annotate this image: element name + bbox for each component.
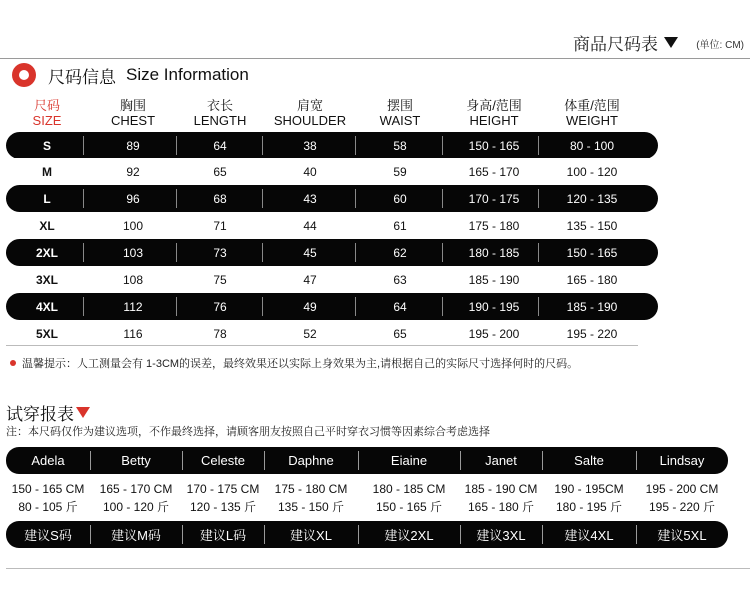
model-names-bar — [6, 447, 728, 474]
tip-note: 温馨提示：人工测量会有 1-3CM的误差，最终效果还以实际上身效果为主,请根据自己的实际尺寸选择何时的尺码。 — [10, 355, 578, 371]
size-section-heading: 尺码信息 Size Information — [12, 62, 249, 88]
table-cell: 180 - 185 — [468, 245, 520, 260]
table-cell: 64 — [393, 299, 407, 314]
triangle-down-icon — [76, 407, 90, 418]
column-header: 衣长 LENGTH — [193, 98, 247, 128]
height-range: 175 - 180 CM — [274, 482, 348, 496]
table-cell: 170 - 175 — [468, 191, 520, 206]
weight-range: 165 - 180 斤 — [467, 500, 535, 514]
footer-divider — [6, 568, 750, 569]
column-header: 体重/范围 WEIGHT — [564, 98, 620, 128]
table-divider — [6, 345, 638, 346]
model-measurement — [182, 480, 264, 516]
table-cell: 80 - 100 — [569, 138, 615, 153]
table-cell: 116 — [123, 326, 143, 341]
height-range: 165 - 170 CM — [99, 482, 173, 496]
table-cell: 190 - 195 — [468, 299, 520, 314]
size-label: S — [42, 138, 51, 153]
size-label: 5XL — [35, 326, 58, 341]
table-cell: 78 — [213, 326, 227, 341]
try-on-heading: 试穿报表 — [6, 400, 90, 425]
table-cell: 185 - 190 — [468, 272, 520, 287]
suggested-size: 建议XL — [290, 528, 332, 543]
table-cell: 96 — [126, 191, 140, 206]
table-cell: 58 — [393, 138, 407, 153]
height-range: 180 - 185 CM — [372, 482, 446, 496]
table-cell: 60 — [393, 191, 407, 206]
weight-range: 120 - 135 斤 — [189, 500, 257, 514]
table-cell: 175 - 180 — [468, 218, 520, 233]
model-name: Celeste — [200, 453, 246, 468]
column-header: 肩宽 SHOULDER — [273, 98, 347, 128]
height-range: 195 - 200 CM — [645, 482, 719, 496]
height-range: 190 - 195CM — [554, 482, 624, 496]
table-row — [6, 320, 658, 347]
size-label: L — [43, 191, 51, 206]
suggested-size: 建议3XL — [476, 528, 526, 543]
suggested-size-bar — [6, 521, 728, 548]
table-cell: 165 - 170 — [468, 164, 520, 179]
weight-range: 135 - 150 斤 — [277, 500, 345, 514]
model-measurement — [6, 480, 90, 516]
bullet-icon — [10, 360, 16, 366]
model-name: Eiaine — [390, 453, 428, 468]
table-cell: 165 - 180 — [566, 272, 618, 287]
column-header: 身高/范围 HEIGHT — [466, 98, 522, 128]
table-cell: 45 — [303, 245, 317, 260]
weight-range: 195 - 220 斤 — [648, 500, 716, 514]
table-cell: 71 — [213, 218, 227, 233]
column-header: 尺码 SIZE — [32, 98, 62, 128]
column-header: 摆围 WAIST — [379, 98, 421, 128]
model-measurement — [264, 480, 358, 516]
table-cell: 100 - 120 — [566, 164, 618, 179]
size-label: M — [42, 164, 52, 179]
suggested-size: 建议S码 — [24, 528, 72, 543]
size-label: 2XL — [35, 245, 58, 260]
size-label: 3XL — [35, 272, 58, 287]
record-dot-icon — [12, 63, 36, 87]
model-name: Betty — [121, 453, 151, 468]
table-cell: 49 — [303, 299, 317, 314]
suggested-size: 建议M码 — [111, 528, 161, 543]
try-on-note: 注：本尺码仅作为建议选项，不作最终选择，请顾客朋友按照自己平时穿衣习惯等因素综合考虑选择 — [6, 426, 490, 438]
table-cell: 108 — [122, 272, 144, 287]
table-row — [6, 158, 658, 185]
table-cell: 47 — [303, 272, 317, 287]
table-row — [6, 239, 658, 266]
table-cell: 44 — [303, 218, 317, 233]
table-cell: 103 — [122, 245, 144, 260]
table-cell: 185 - 190 — [566, 299, 618, 314]
table-cell: 89 — [126, 138, 140, 153]
suggested-size: 建议L码 — [199, 528, 247, 543]
table-cell: 92 — [126, 164, 140, 179]
table-cell: 38 — [303, 138, 317, 153]
height-range: 185 - 190 CM — [464, 482, 538, 496]
model-name: Lindsay — [659, 453, 705, 468]
table-cell: 64 — [213, 138, 227, 153]
model-name: Janet — [485, 453, 517, 468]
suggested-size: 建议2XL — [384, 528, 434, 543]
table-row — [6, 185, 658, 212]
model-name: Adela — [31, 453, 65, 468]
weight-range: 80 - 105 斤 — [18, 500, 78, 514]
model-measurements — [6, 480, 728, 520]
table-cell: 150 - 165 — [468, 138, 520, 153]
header-divider — [0, 58, 750, 59]
model-measurement — [460, 480, 542, 516]
table-cell: 40 — [303, 164, 317, 179]
triangle-down-icon — [664, 37, 678, 48]
model-name: Daphne — [288, 453, 334, 468]
table-cell: 62 — [393, 245, 407, 260]
model-name: Salte — [574, 453, 604, 468]
table-cell: 61 — [393, 218, 407, 233]
height-range: 170 - 175 CM — [186, 482, 260, 496]
table-cell: 100 — [122, 218, 144, 233]
table-row — [6, 132, 658, 159]
table-row — [6, 212, 658, 239]
size-label: 4XL — [35, 299, 58, 314]
table-cell: 76 — [213, 299, 227, 314]
table-cell: 195 - 220 — [566, 326, 618, 341]
suggested-size: 建议5XL — [657, 528, 707, 543]
table-cell: 135 - 150 — [566, 218, 618, 233]
size-label: XL — [39, 218, 55, 233]
table-cell: 75 — [213, 272, 227, 287]
model-measurement — [358, 480, 460, 516]
weight-range: 100 - 120 斤 — [102, 500, 170, 514]
height-range: 150 - 165 CM — [11, 482, 85, 496]
weight-range: 180 - 195 斤 — [555, 500, 623, 514]
table-row — [6, 266, 658, 293]
suggested-size: 建议4XL — [564, 528, 614, 543]
model-measurement — [90, 480, 182, 516]
page-title: 商品尺码表 — [573, 30, 678, 55]
table-cell: 65 — [213, 164, 227, 179]
table-cell: 73 — [213, 245, 227, 260]
table-cell: 59 — [393, 164, 407, 179]
table-row — [6, 293, 658, 320]
table-cell: 52 — [303, 326, 317, 341]
table-cell: 65 — [393, 326, 407, 341]
model-measurement — [542, 480, 636, 516]
table-cell: 120 - 135 — [566, 191, 618, 206]
table-cell: 68 — [213, 191, 227, 206]
model-measurement — [636, 480, 728, 516]
table-cell: 63 — [393, 272, 407, 287]
column-header: 胸围 CHEST — [110, 98, 156, 128]
unit-label: (单位: CM) — [696, 40, 744, 51]
table-cell: 43 — [303, 191, 317, 206]
table-cell: 112 — [123, 299, 143, 314]
weight-range: 150 - 165 斤 — [375, 500, 443, 514]
table-cell: 195 - 200 — [468, 326, 520, 341]
table-cell: 150 - 165 — [566, 245, 618, 260]
